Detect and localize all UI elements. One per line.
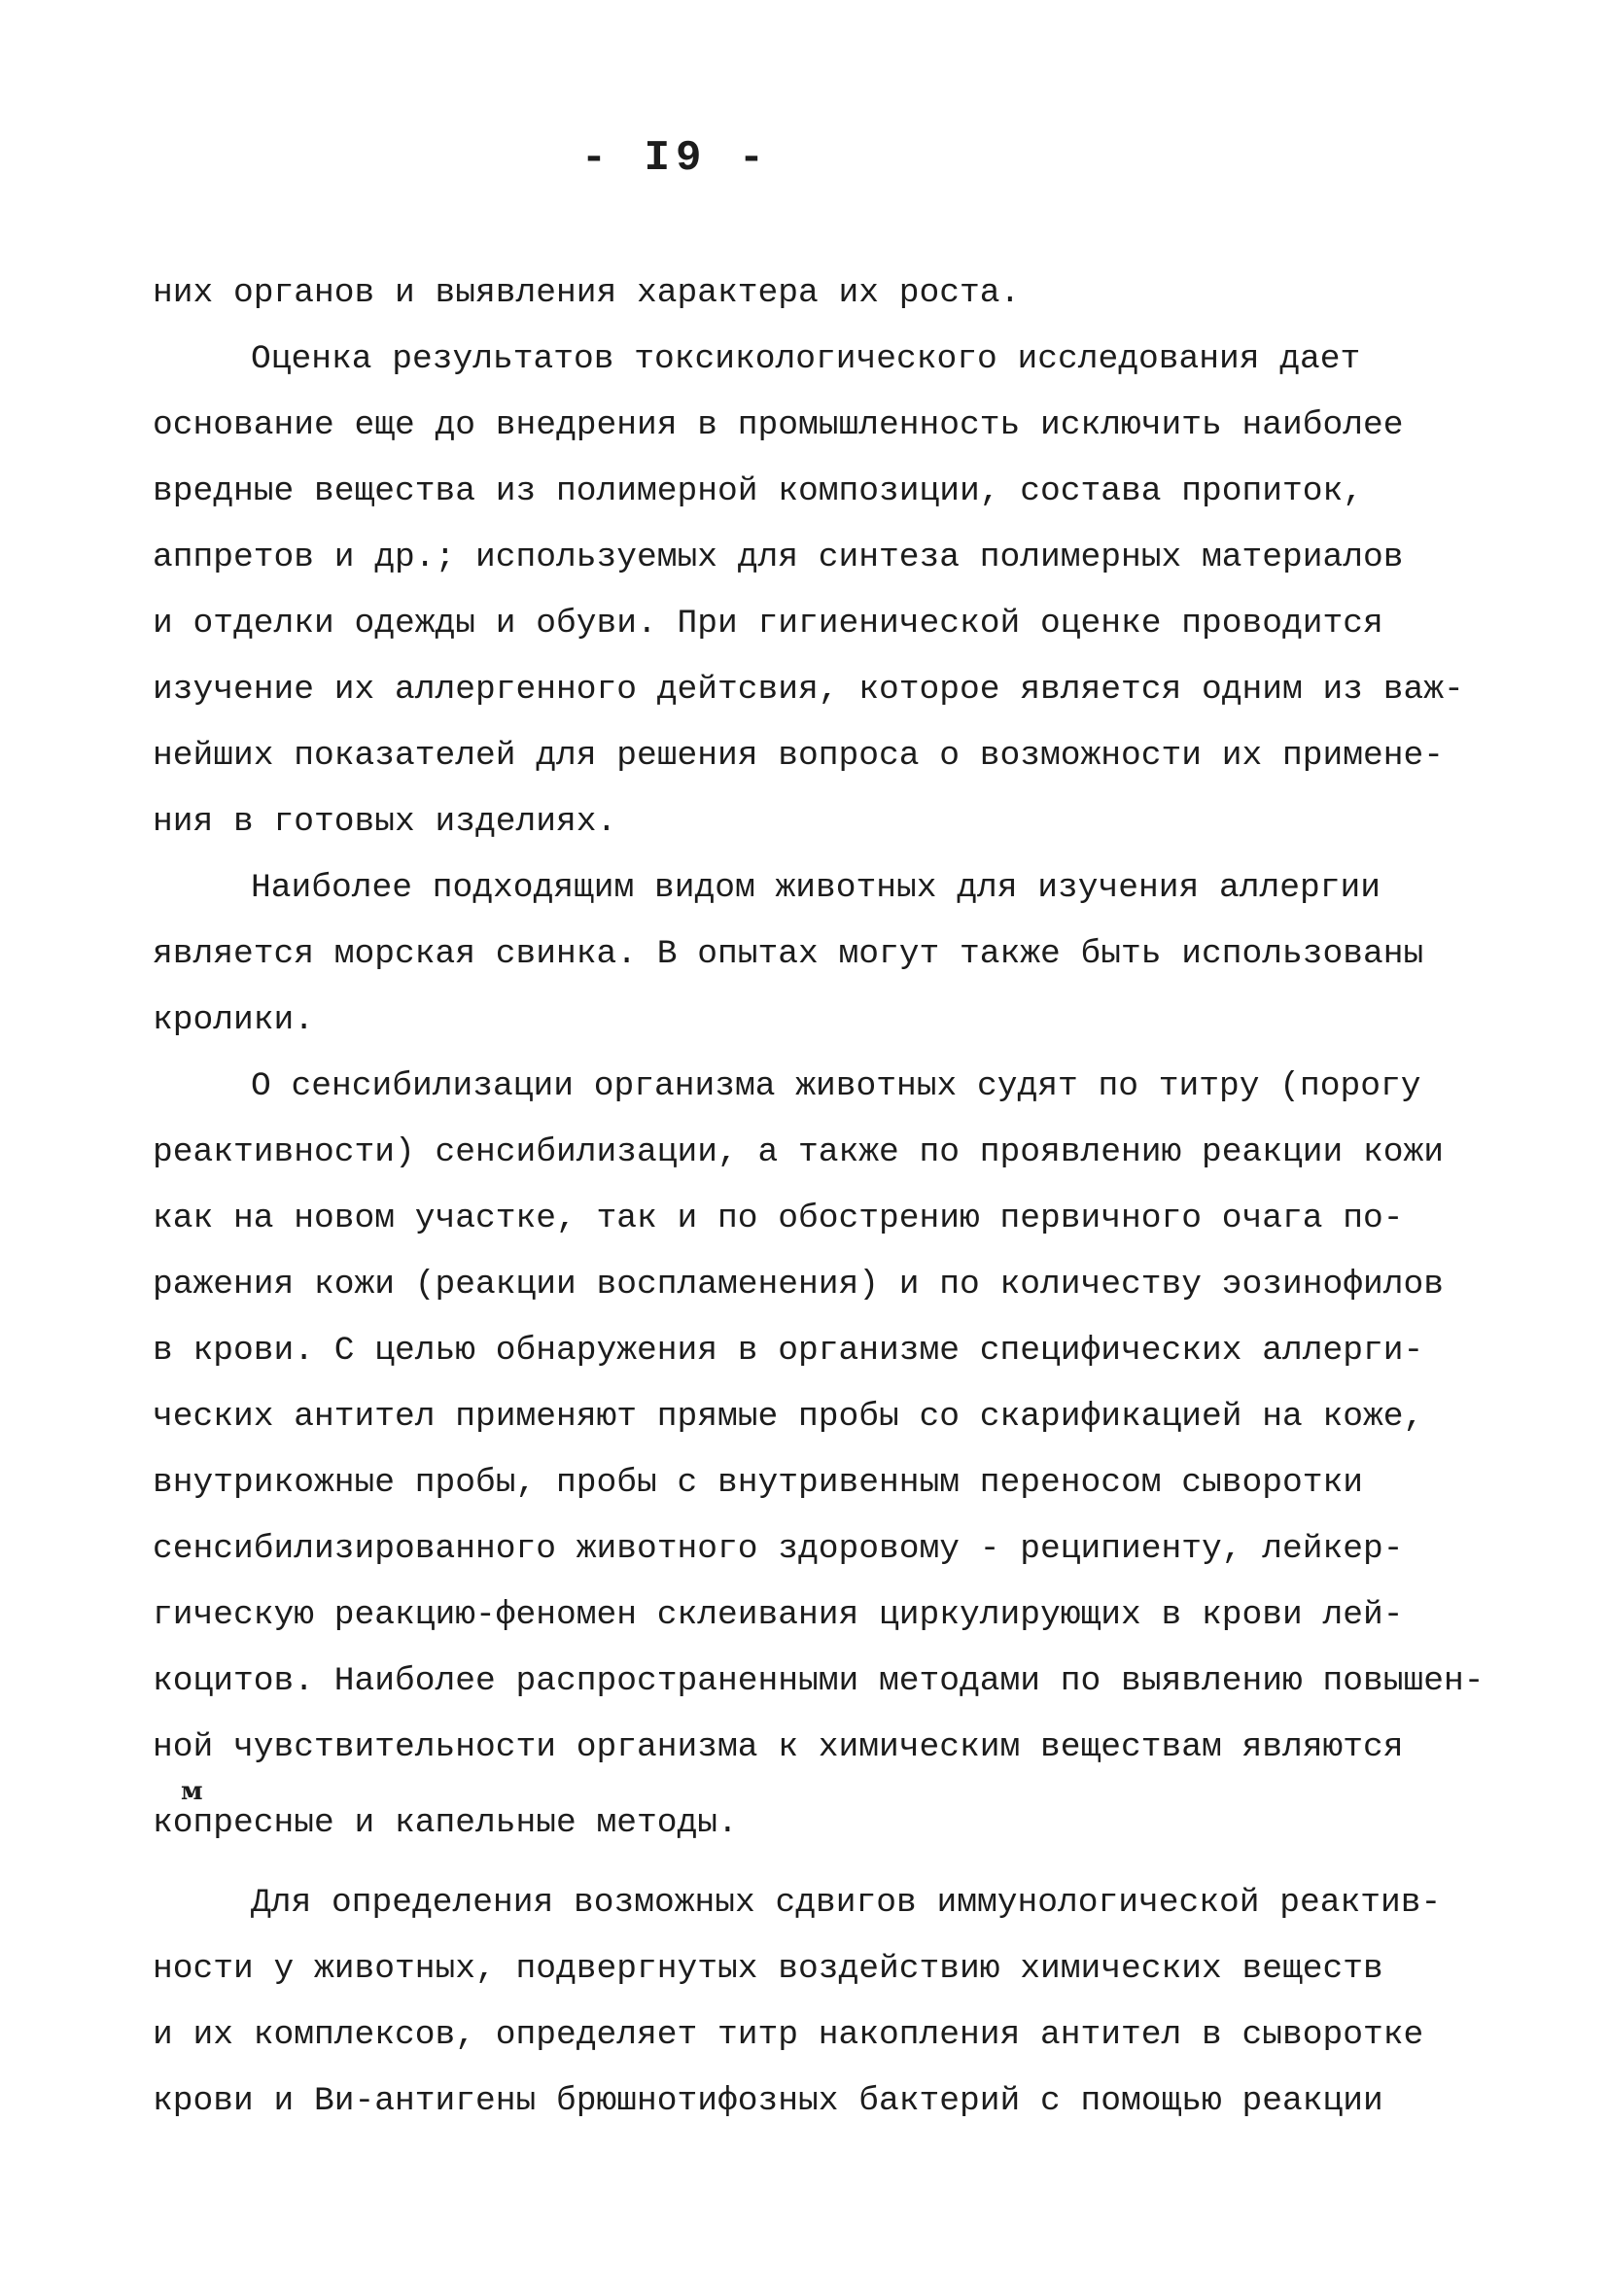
text-line: копресные и капельные методы. (153, 1804, 738, 1842)
text-line: в крови. С целью обнаружения в организме специфических аллерги- (153, 1332, 1424, 1370)
text-line: них органов и выявления характера их роста. (153, 274, 1021, 312)
text-line: сенсибилизированного животного здоровому - реципиенту, лейкер- (153, 1530, 1404, 1568)
text-line: ражения кожи (реакции воспламенения) и по количеству эозинофилов (153, 1266, 1445, 1304)
text-line: является морская свинка. В опытах могут также быть использованы (153, 935, 1424, 973)
text-line: Наиболее подходящим видом животных для изучения аллергии (251, 869, 1381, 907)
text-line: кролики. (153, 1001, 315, 1039)
text-line: Для определения возможных сдвигов иммунологической реактив- (251, 1884, 1442, 1922)
text-line: ности у животных, подвергнутых воздействию химических веществ (153, 1950, 1383, 1988)
text-line: как на новом участке, так и по обострению первичного очага по- (153, 1200, 1404, 1237)
text-line: и их комплексов, определяет титр накопления антител в сыворотке (153, 2016, 1424, 2054)
text-line: О сенсибилизации организма животных судят по титру (порогу (251, 1067, 1421, 1105)
text-line: вредные вещества из полимерной композиции, состава пропиток, (153, 472, 1364, 510)
text-line: изучение их аллергенного дейтсвия, которое является одним из важ- (153, 671, 1464, 709)
text-line: ной чувствительности организма к химическим веществам являются (153, 1728, 1404, 1766)
text-line: ния в готовых изделиях. (153, 803, 617, 841)
text-line: внутрикожные пробы, пробы с внутривенным переносом сыворотки (153, 1464, 1364, 1502)
text-line: ческих антител применяют прямые пробы со скарификацией на коже, (153, 1398, 1424, 1436)
text-line: коцитов. Наиболее распространенными методами по выявлению повышен- (153, 1662, 1485, 1700)
page-number: - I9 - (580, 134, 771, 183)
text-line: реактивности) сенсибилизации, а также по проявлению реакции кожи (153, 1133, 1445, 1171)
handwritten-correction: м (181, 1777, 203, 1806)
text-line: нейших показателей для решения вопроса о возможности их примене- (153, 737, 1445, 775)
text-line: гическую реакцию-феномен склеивания циркулирующих в крови лей- (153, 1596, 1404, 1634)
text-line: основание еще до внедрения в промышленность исключить наиболее (153, 406, 1404, 444)
text-line: аппретов и др.; используемых для синтеза полимерных материалов (153, 539, 1404, 576)
text-line: Оценка результатов токсикологического исследования дает (251, 340, 1361, 378)
text-line: и отделки одежды и обуви. При гигиенической оценке проводится (153, 605, 1383, 643)
text-line: крови и Ви-антигены брюшнотифозных бактерий с помощью реакции (153, 2082, 1383, 2120)
